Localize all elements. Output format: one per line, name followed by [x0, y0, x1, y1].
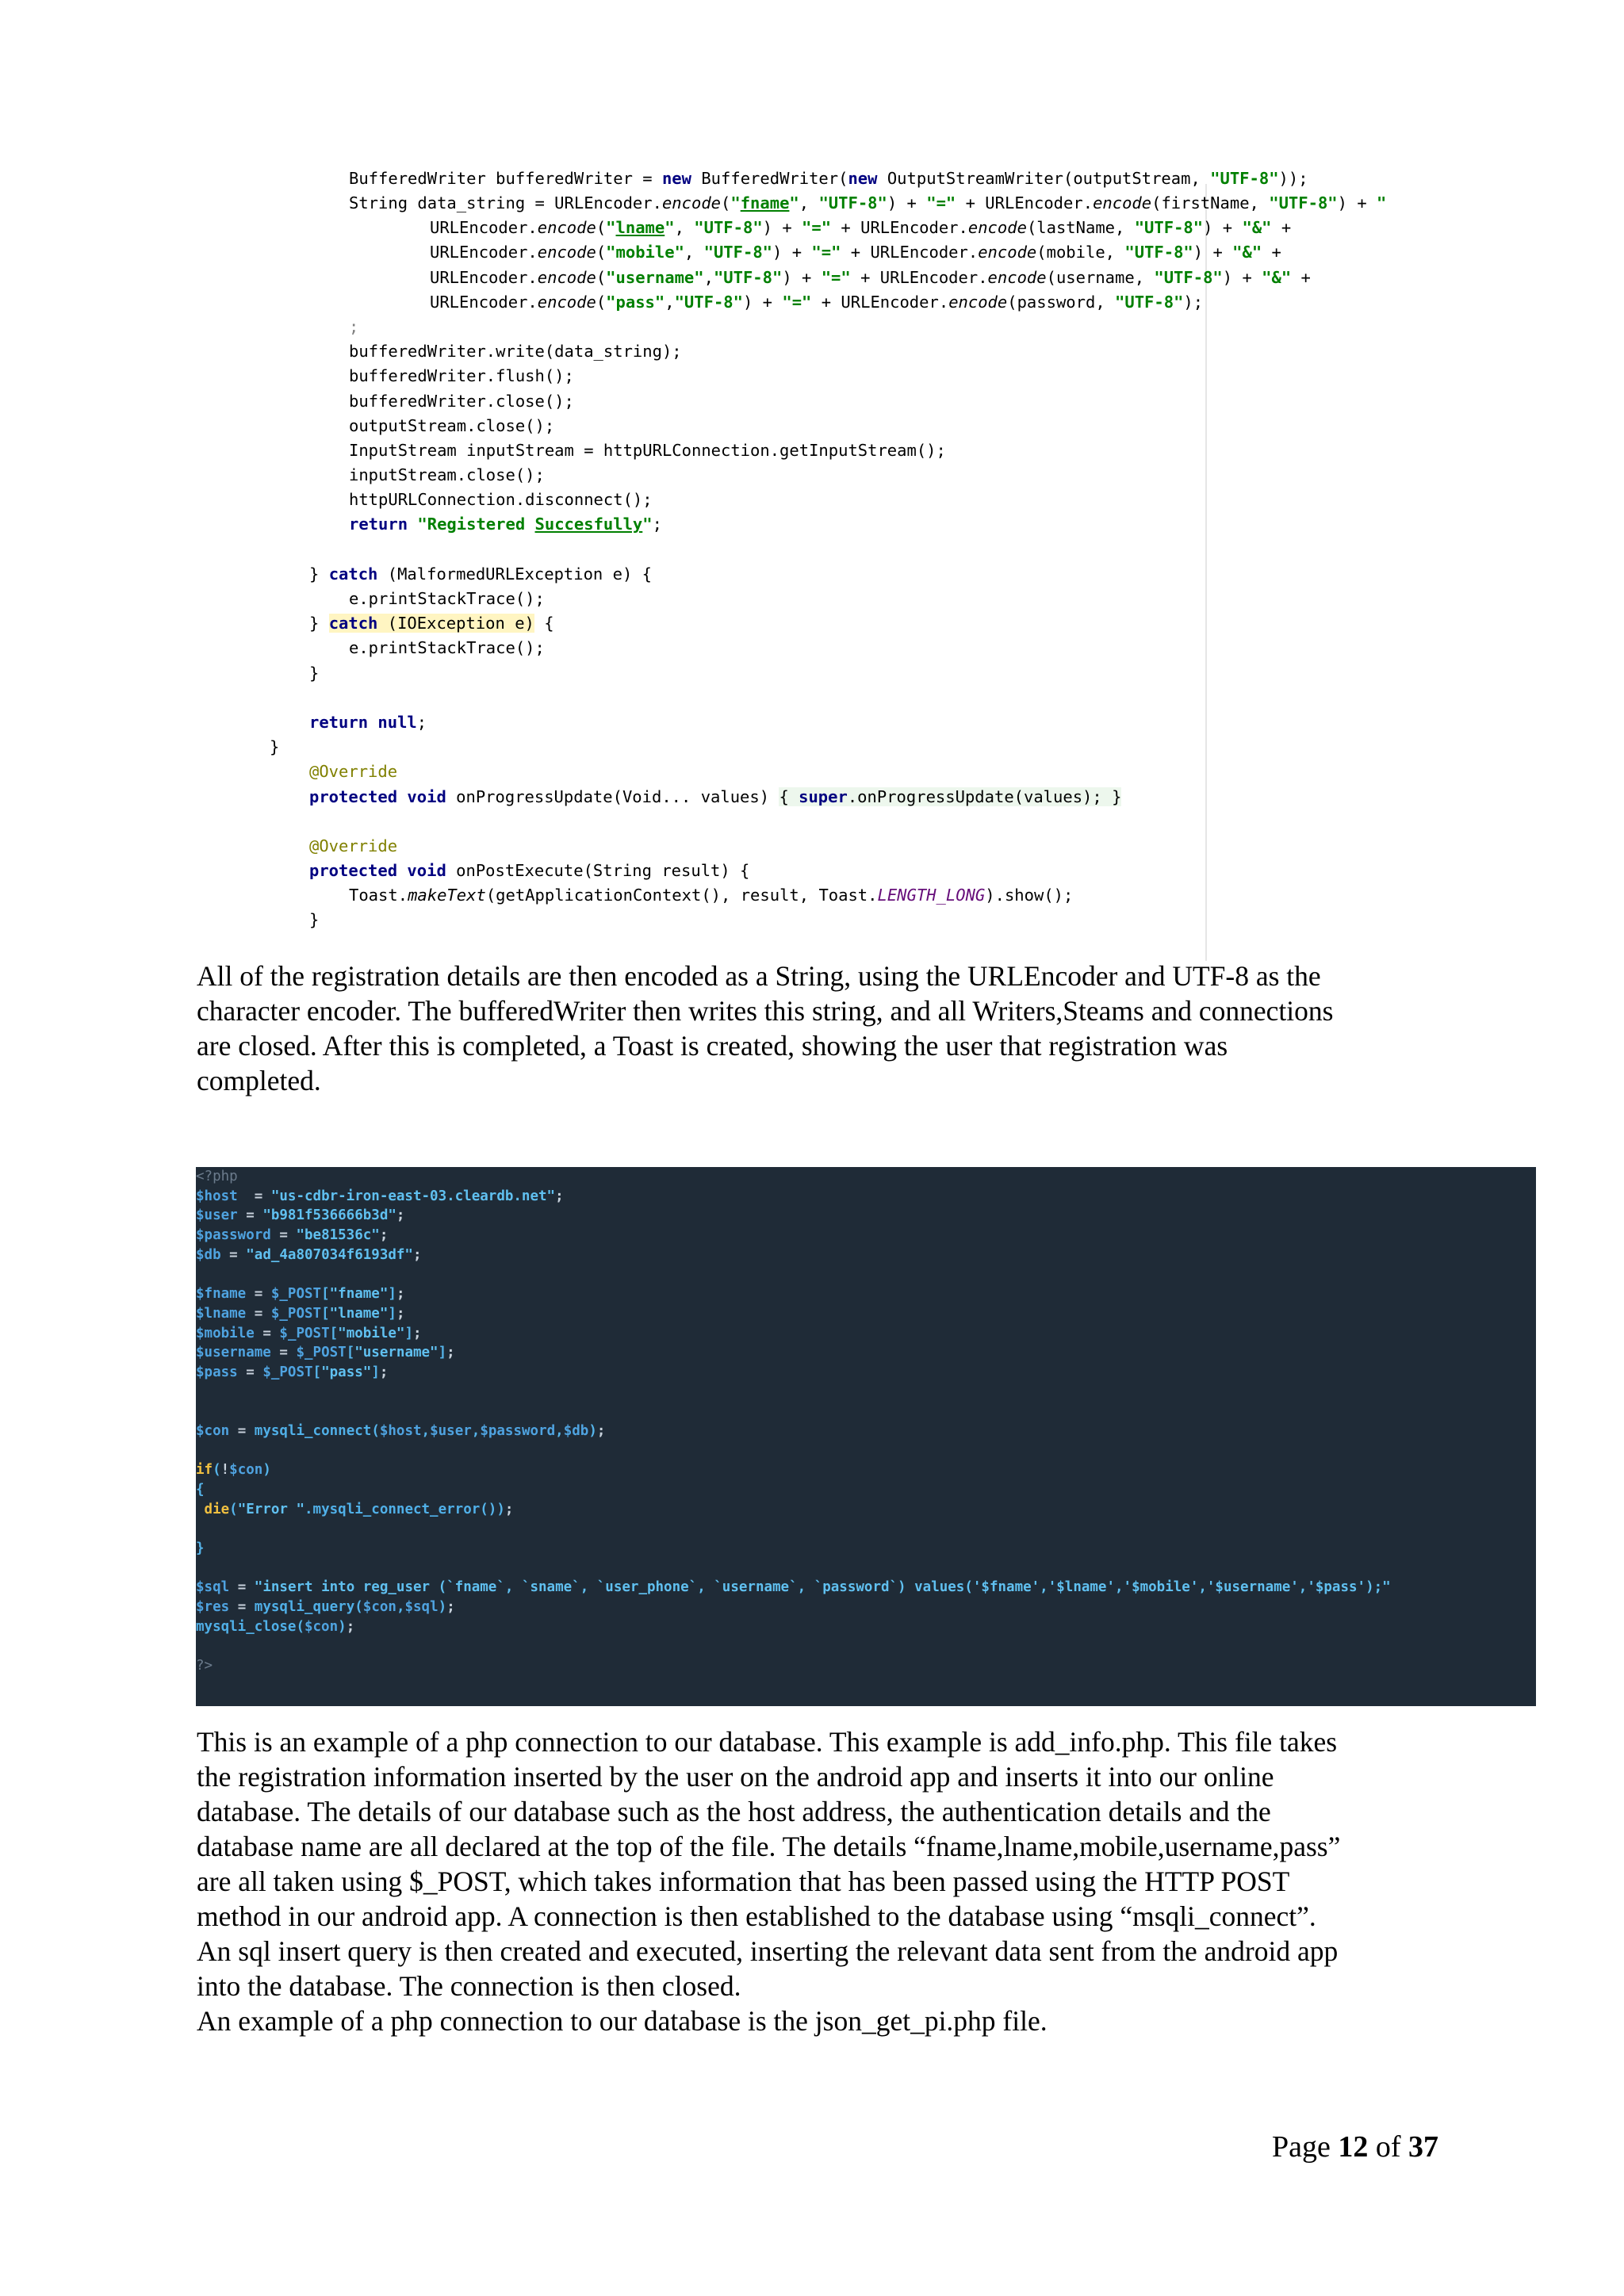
code-line: } catch (MalformedURLException e) {: [309, 564, 652, 584]
code-line: }: [270, 737, 280, 757]
code-line: httpURLConnection.disconnect();: [349, 490, 653, 510]
code-line: $host = "us-cdbr-iron-east-03.cleardb.net";: [196, 1188, 564, 1204]
text-line: character encoder. The bufferedWriter then writes this string, and all Writers,Steams and connections: [197, 995, 1334, 1027]
code-line: $lname = $_POST["lname"];: [196, 1305, 405, 1322]
code-line: inputStream.close();: [349, 465, 545, 485]
code-line: <?php: [196, 1169, 238, 1184]
code-line: bufferedWriter.flush();: [349, 366, 574, 386]
code-line: }: [309, 663, 320, 683]
php-code-block: [196, 1167, 1391, 1676]
code-line: e.printStackTrace();: [349, 638, 545, 658]
code-line: }: [196, 1540, 205, 1557]
code-line: } catch (IOException e) {: [309, 614, 554, 633]
code-line: $user = "b981f536666b3d";: [196, 1207, 405, 1224]
code-line: $res = mysqli_query($con,$sql);: [196, 1599, 455, 1616]
code-line: ;: [349, 316, 359, 336]
text-line: An sql insert query is then created and executed, inserting the relevant data sent from the android app: [197, 1935, 1339, 1967]
paragraph-php-explanation: [197, 1724, 1434, 2038]
code-line: $pass = $_POST["pass"];: [196, 1364, 389, 1380]
php-code-screenshot: [196, 1167, 1536, 1706]
text-line: database. The details of our database such as the host address, the authentication details and the: [197, 1796, 1271, 1827]
code-line: mysqli_close($con);: [196, 1618, 355, 1635]
code-line: Toast.makeText(getApplicationContext(), result, Toast.LENGTH_LONG).show();: [349, 886, 1074, 905]
text-line: completed.: [197, 1065, 321, 1096]
paragraph-encoding-explanation: [197, 959, 1434, 1098]
code-line: URLEncoder.encode("lname", "UTF-8") + "=" + URLEncoder.encode(lastName, "UTF-8") + "&" +: [430, 218, 1292, 238]
code-line: URLEncoder.encode("mobile", "UTF-8") + "=" + URLEncoder.encode(mobile, "UTF-8") + "&" +: [430, 243, 1281, 262]
text-line: method in our android app. A connection is then established to the database using “msqli_connect”.: [197, 1900, 1316, 1932]
code-line: $con = mysqli_connect($host,$user,$password,$db);: [196, 1422, 606, 1439]
java-code-screenshot: [238, 169, 1451, 961]
code-line: return null;: [309, 712, 427, 732]
code-line: BufferedWriter bufferedWriter = new BufferedWriter(new OutputStreamWriter(outputStream, "UTF-8"));: [349, 169, 1308, 188]
text-line: are all taken using $_POST, which takes information that has been passed using the HTTP POST: [197, 1866, 1290, 1897]
page-number: 12: [1338, 2130, 1369, 2164]
code-line: $mobile = $_POST["mobile"];: [196, 1325, 422, 1341]
code-line: $fname = $_POST["fname"];: [196, 1286, 405, 1303]
code-line: @Override: [309, 762, 398, 782]
java-code-block: [238, 169, 1387, 933]
code-line: die("Error ".mysqli_connect_error());: [204, 1501, 514, 1517]
code-line: if(!$con): [196, 1462, 271, 1479]
code-line: e.printStackTrace();: [349, 589, 545, 608]
text-line: are closed. After this is completed, a Toast is created, showing the user that registration was: [197, 1030, 1228, 1062]
page-label: Page: [1271, 2130, 1331, 2164]
code-line: $db = "ad_4a807034f6193df";: [196, 1246, 422, 1263]
text-line: the registration information inserted by the user on the android app and inserts it into our online: [197, 1761, 1274, 1793]
text-line: into the database. The connection is then closed.: [197, 1970, 741, 2002]
text-line: This is an example of a php connection to our database. This example is add_info.php. This file takes: [197, 1726, 1338, 1758]
code-line: }: [309, 910, 320, 930]
code-line: $username = $_POST["username"];: [196, 1345, 455, 1361]
code-line: $sql = "insert into reg_user (`fname`, `sname`, `user_phone`, `username`, `password`) values('$fname','$lname','$mobile','$username','$pass');": [196, 1579, 1391, 1596]
code-line: {: [196, 1482, 205, 1498]
code-line: outputStream.close();: [349, 415, 555, 435]
code-line: String data_string = URLEncoder.encode("fname", "UTF-8") + "=" + URLEncoder.encode(firstName, "UTF-8") + ": [349, 193, 1387, 212]
code-line: protected void onPostExecute(String result) {: [309, 861, 750, 881]
code-line: URLEncoder.encode("pass","UTF-8") + "=" + URLEncoder.encode(password, "UTF-8");: [430, 292, 1204, 312]
page-footer: [1248, 2128, 1438, 2166]
text-line: database name are all declared at the top of the file. The details “fname,lname,mobile,username,pass”: [197, 1831, 1341, 1862]
code-line: bufferedWriter.write(data_string);: [349, 342, 682, 362]
total-pages: 37: [1408, 2130, 1438, 2164]
text-line: All of the registration details are then encoded as a String, using the URLEncoder and UTF-8 as the: [197, 960, 1321, 992]
text-line: An example of a php connection to our database is the json_get_pi.php file.: [197, 2005, 1048, 2037]
code-line: protected void onProgressUpdate(Void... values) { super.onProgressUpdate(values); }: [309, 786, 1122, 806]
code-line: return "Registered Succesfully";: [349, 515, 662, 534]
code-line: bufferedWriter.close();: [349, 391, 574, 411]
code-line: URLEncoder.encode("username","UTF-8") + "=" + URLEncoder.encode(username, "UTF-8") + "&" +: [430, 267, 1311, 287]
code-line: InputStream inputStream = httpURLConnection.getInputStream();: [349, 440, 946, 460]
of-label: of: [1375, 2130, 1401, 2164]
code-line: @Override: [309, 836, 398, 855]
code-line: ?>: [196, 1658, 213, 1674]
code-line: $password = "be81536c";: [196, 1227, 389, 1244]
